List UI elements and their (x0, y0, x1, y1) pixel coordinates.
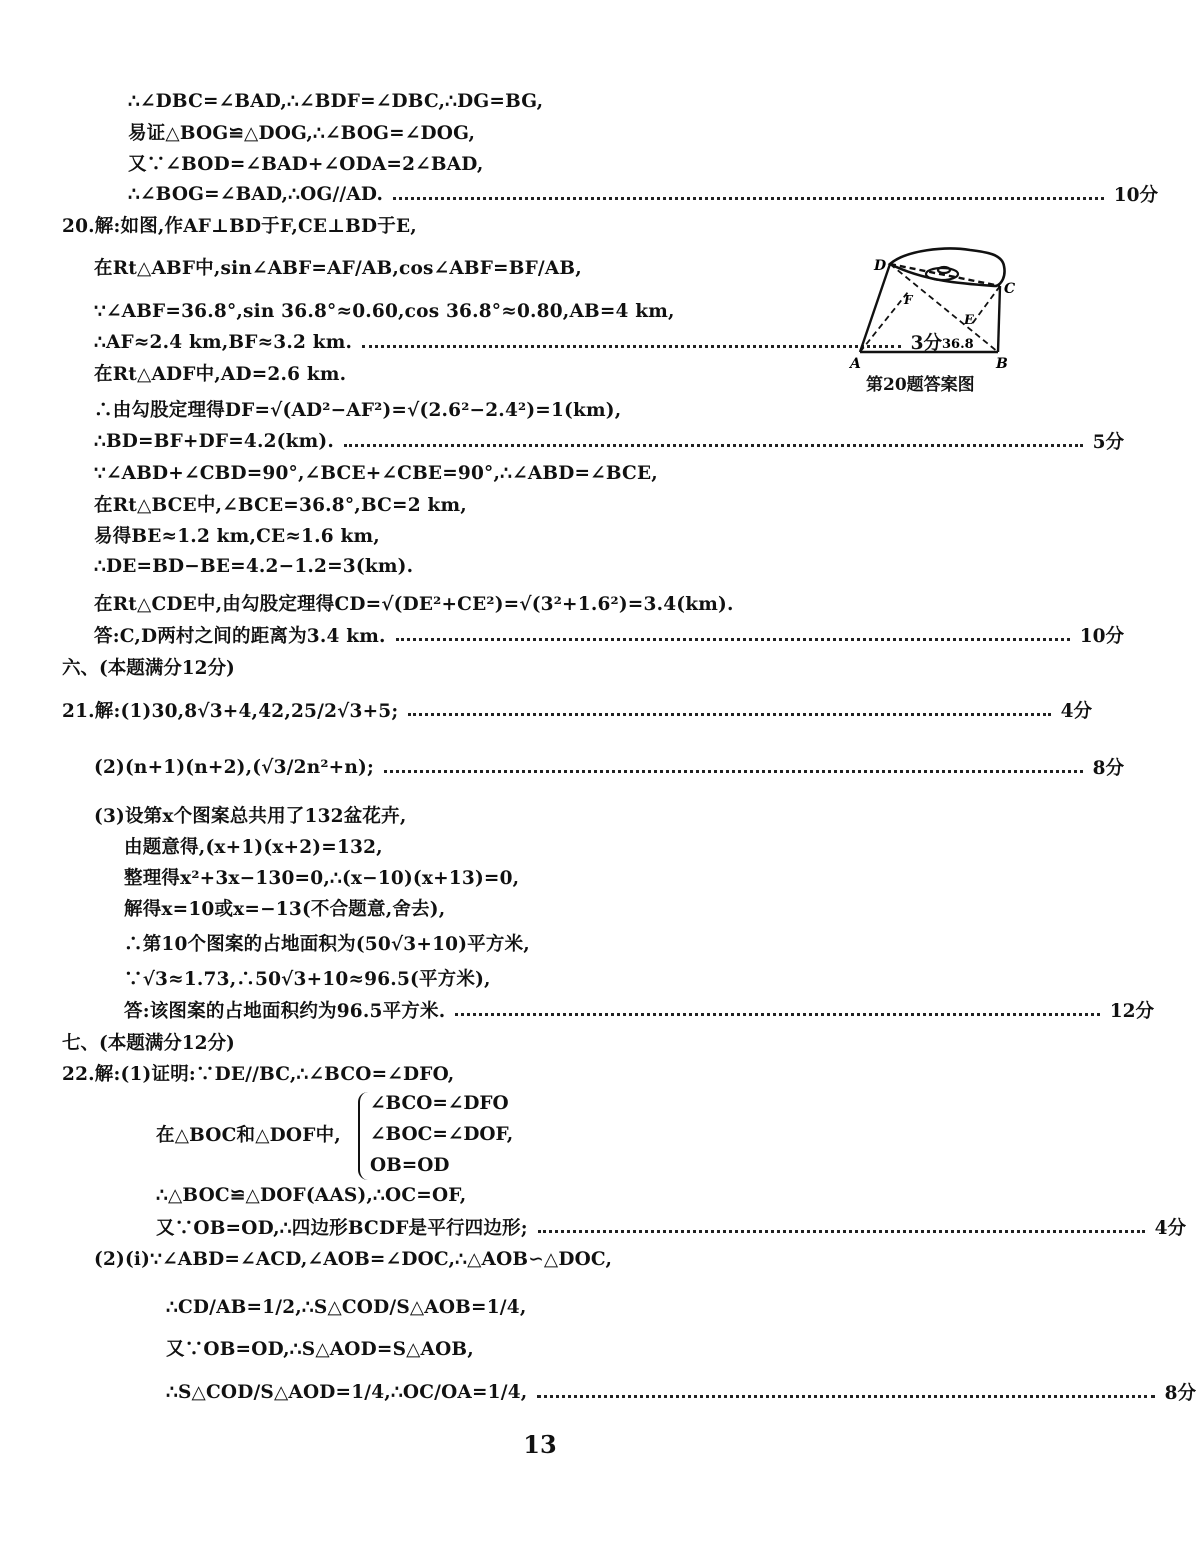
solution-line: (2)(i)∵∠ABD=∠ACD,∠AOB=∠DOC,∴△AOB∽△DOC, (94, 1248, 613, 1270)
score-label: 8分 (1164, 1383, 1196, 1404)
system-row: OB=OD (370, 1154, 450, 1176)
question-20-heading: 20.解:如图,作AF⊥BD于F,CE⊥BD于E, (62, 216, 417, 237)
solution-line: 整理得x²+3x−130=0,∴(x−10)(x+13)=0, (124, 868, 520, 889)
score-label: 4分 (1154, 1218, 1186, 1239)
solution-line-scored: ∴S△COD/S△AOD=1/4,∴OC/OA=1/4, 8分 (0, 1377, 1196, 1407)
solution-line: 在Rt△ABF中,sin∠ABF=AF/AB,cos∠ABF=BF/AB, (94, 258, 582, 279)
solution-line: 又∵∠BOD=∠BAD+∠ODA=2∠BAD, (128, 154, 484, 175)
solution-line-scored: ∴AF≈2.4 km,BF≈3.2 km. 3分 (0, 327, 942, 357)
angle-label: 36.8 (942, 337, 974, 352)
solution-line: ∵√3≈1.73,∴50√3+10≈96.5(平方米), (124, 969, 491, 990)
solution-line: 在Rt△BCE中,∠BCE=36.8°,BC=2 km, (94, 495, 467, 516)
dot-leader (396, 638, 1070, 641)
solution-line: 由题意得,(x+1)(x+2)=132, (124, 837, 383, 858)
score-label: 5分 (1092, 432, 1124, 453)
label-D: D (874, 258, 887, 274)
score-label: 8分 (1092, 758, 1124, 779)
equation-system (358, 1092, 558, 1182)
solution-line-scored: ∴∠BOG=∠BAD,∴OG//AD. 10分 (0, 179, 1158, 209)
solution-line: ∴△BOC≌△DOF(AAS),∴OC=OF, (156, 1184, 467, 1206)
label-A: A (850, 356, 861, 372)
system-row: ∠BCO=∠DFO (370, 1092, 509, 1114)
dot-leader (393, 197, 1104, 200)
dot-leader (538, 1230, 1145, 1233)
dot-leader (537, 1395, 1154, 1398)
solution-line: 在Rt△ADF中,AD=2.6 km. (94, 364, 347, 385)
solution-line: 在△BOC和△DOF中, (156, 1125, 341, 1146)
dot-leader (362, 345, 900, 348)
solution-line-scored: 答:该图案的占地面积约为96.5平方米. 12分 (0, 995, 1154, 1025)
score-label: 12分 (1109, 1001, 1154, 1022)
system-row: ∠BOC=∠DOF, (370, 1123, 514, 1145)
solution-line-scored: (2)(n+1)(n+2),(√3/2n²+n); 8分 (0, 752, 1124, 782)
solution-line: 又∵OB=OD,∴S△AOD=S△AOB, (166, 1339, 474, 1360)
solution-line: 易得BE≈1.2 km,CE≈1.6 km, (94, 526, 380, 547)
dot-leader (455, 1013, 1099, 1016)
score-label: 3分 (910, 333, 942, 354)
solution-line: 易证△BOG≌△DOG,∴∠BOG=∠DOG, (128, 123, 476, 144)
solution-line: ∴由勾股定理得DF=√(AD²−AF²)=√(2.6²−2.4²)=1(km), (94, 400, 622, 421)
left-brace (358, 1092, 370, 1180)
solution-line: ∴第10个图案的占地面积为(50√3+10)平方米, (124, 934, 530, 955)
label-C: C (1004, 281, 1016, 297)
solution-line: ∵∠ABD+∠CBD=90°,∠BCE+∠CBE=90°,∴∠ABD=∠BCE, (94, 462, 658, 484)
solution-line: ∴∠DBC=∠BAD,∴∠BDF=∠DBC,∴DG=BG, (128, 90, 544, 112)
question-22-heading: 22.解:(1)证明:∵DE//BC,∴∠BCO=∠DFO, (62, 1064, 455, 1085)
solution-line: ∴CD/AB=1/2,∴S△COD/S△AOB=1/4, (166, 1296, 527, 1318)
label-E: E (964, 313, 974, 328)
solution-line: 在Rt△CDE中,由勾股定理得CD=√(DE²+CE²)=√(3²+1.6²)=3.4(km). (94, 594, 734, 615)
solution-line-scored: 答:C,D两村之间的距离为3.4 km. 10分 (0, 620, 1124, 650)
score-label: 10分 (1079, 626, 1124, 647)
score-label: 4分 (1060, 701, 1092, 722)
label-B: B (996, 356, 1008, 372)
section-heading: 七、(本题满分12分) (62, 1033, 235, 1054)
question-21-line-scored: 21.解:(1)30,8√3+4,42,25/2√3+5; 4分 (0, 695, 1092, 725)
solution-line: ∴DE=BD−BE=4.2−1.2=3(km). (94, 555, 414, 577)
dot-leader (408, 713, 1050, 716)
solution-line-scored: ∴BD=BF+DF=4.2(km). 5分 (0, 426, 1124, 456)
section-heading: 六、(本题满分12分) (62, 658, 235, 679)
solution-line-scored: 又∵OB=OD,∴四边形BCDF是平行四边形; 4分 (0, 1212, 1186, 1242)
label-F: F (904, 293, 913, 307)
score-label: 10分 (1113, 185, 1158, 206)
dot-leader (344, 444, 1083, 447)
solution-line: 解得x=10或x=−13(不合题意,舍去), (124, 899, 446, 920)
figure-caption: 第20题答案图 (866, 375, 975, 395)
solution-line: (3)设第x个图案总共用了132盆花卉, (94, 806, 407, 827)
dot-leader (384, 770, 1083, 773)
solution-line: ∵∠ABF=36.8°,sin 36.8°≈0.60,cos 36.8°≈0.80,AB=4 km, (94, 300, 675, 322)
page-number: 13 (523, 1430, 557, 1459)
